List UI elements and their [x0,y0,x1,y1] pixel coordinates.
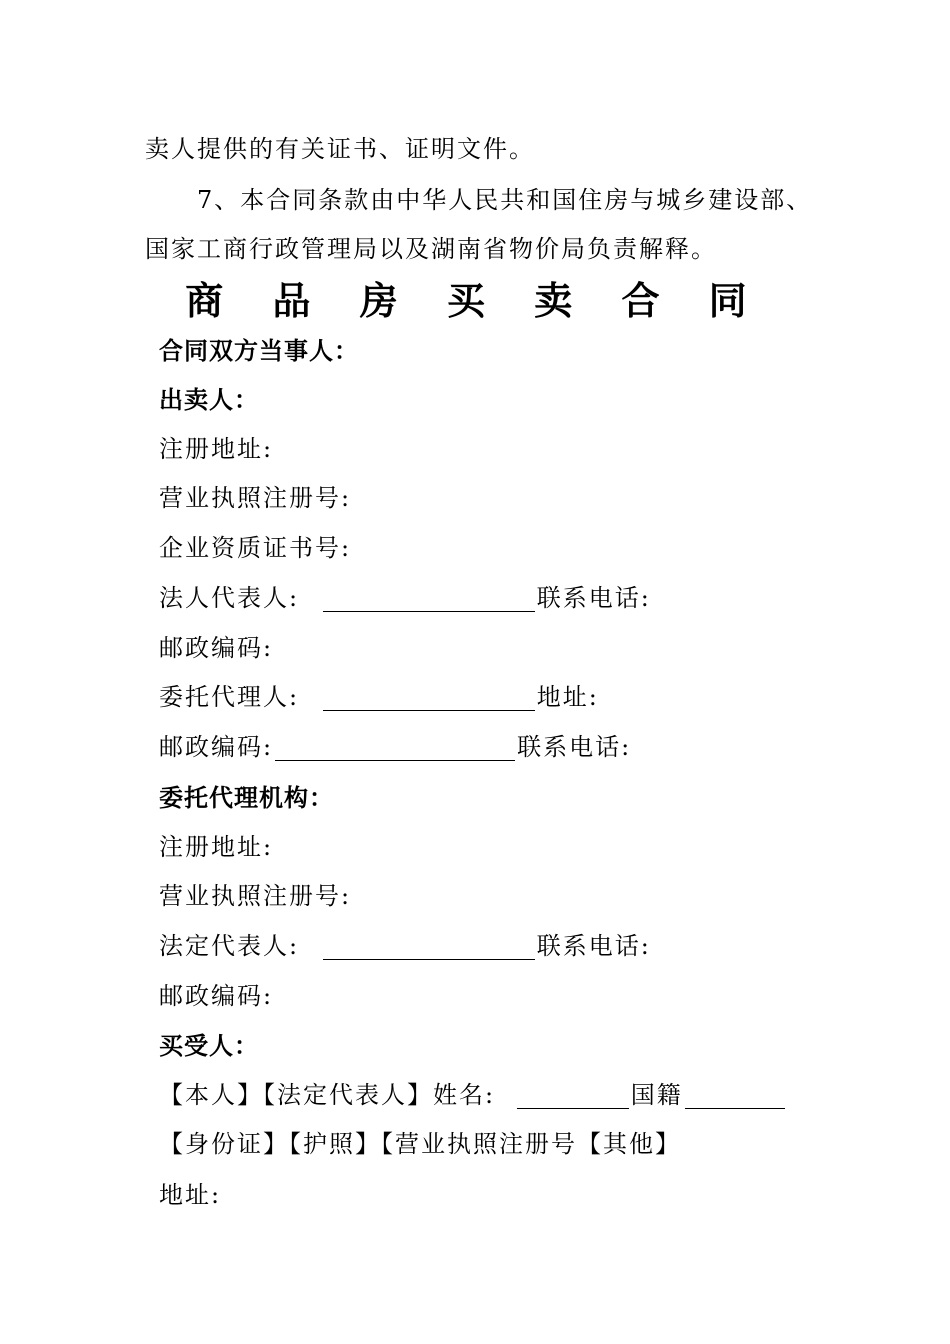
agency-reg-address-label: 注册地址: [159,833,274,861]
agency-legal-rep-blank[interactable] [323,935,535,960]
buyer-address-label: 地址: [159,1181,222,1209]
buyer-nationality-label: 国籍 [630,1081,683,1109]
seller-phone2-label: 联系电话: [517,733,632,761]
buyer-identity-row [159,1080,787,1110]
seller-postcode2-blank[interactable] [275,736,515,761]
agency-license-label: 营业执照注册号: [159,882,352,910]
agency-postcode-label: 邮政编码: [159,982,274,1010]
seller-agent-row [159,682,599,712]
seller-license-label: 营业执照注册号: [159,484,352,512]
buyer-name-blank[interactable] [517,1084,629,1109]
agency-legal-rep-row [159,931,651,961]
prev-clause-tail: 卖人提供的有关证书、证明文件。 [145,135,535,163]
seller-agent-blank[interactable] [323,686,535,711]
seller-legal-rep-row [159,583,651,613]
clause-7-line-1: 7、本合同条款由中华人民共和国住房与城乡建设部、 [197,186,813,214]
agency-phone-label: 联系电话: [536,932,651,960]
buyer-id-types: 【身份证】【护照】【营业执照注册号【其他】 [159,1130,681,1158]
seller-agent-label: 委托代理人: [159,683,300,711]
buyer-heading: 买受人： [159,1032,259,1060]
seller-phone-label: 联系电话: [536,584,651,612]
seller-qualification-label: 企业资质证书号: [159,534,352,562]
clause-7-line-2: 国家工商行政管理局以及湖南省物价局负责解释。 [145,235,717,263]
seller-address-label: 地址: [536,683,599,711]
contract-title: 商 品 房 买 卖 合 同 [185,279,765,323]
seller-reg-address-label: 注册地址: [159,435,274,463]
agency-heading: 委托代理机构： [159,784,334,812]
seller-postcode2-label: 邮政编码: [159,733,274,761]
seller-postcode2-row [159,732,631,762]
parties-heading: 合同双方当事人： [159,337,359,365]
agency-legal-rep-label: 法定代表人: [159,932,300,960]
seller-legal-rep-label: 法人代表人: [159,584,300,612]
seller-legal-rep-blank[interactable] [323,587,535,612]
buyer-identity-label: 【本人】【法定代表人】姓名: [159,1081,496,1109]
seller-postcode-label: 邮政编码: [159,634,274,662]
buyer-nationality-blank[interactable] [685,1084,785,1109]
seller-heading: 出卖人： [159,386,259,414]
